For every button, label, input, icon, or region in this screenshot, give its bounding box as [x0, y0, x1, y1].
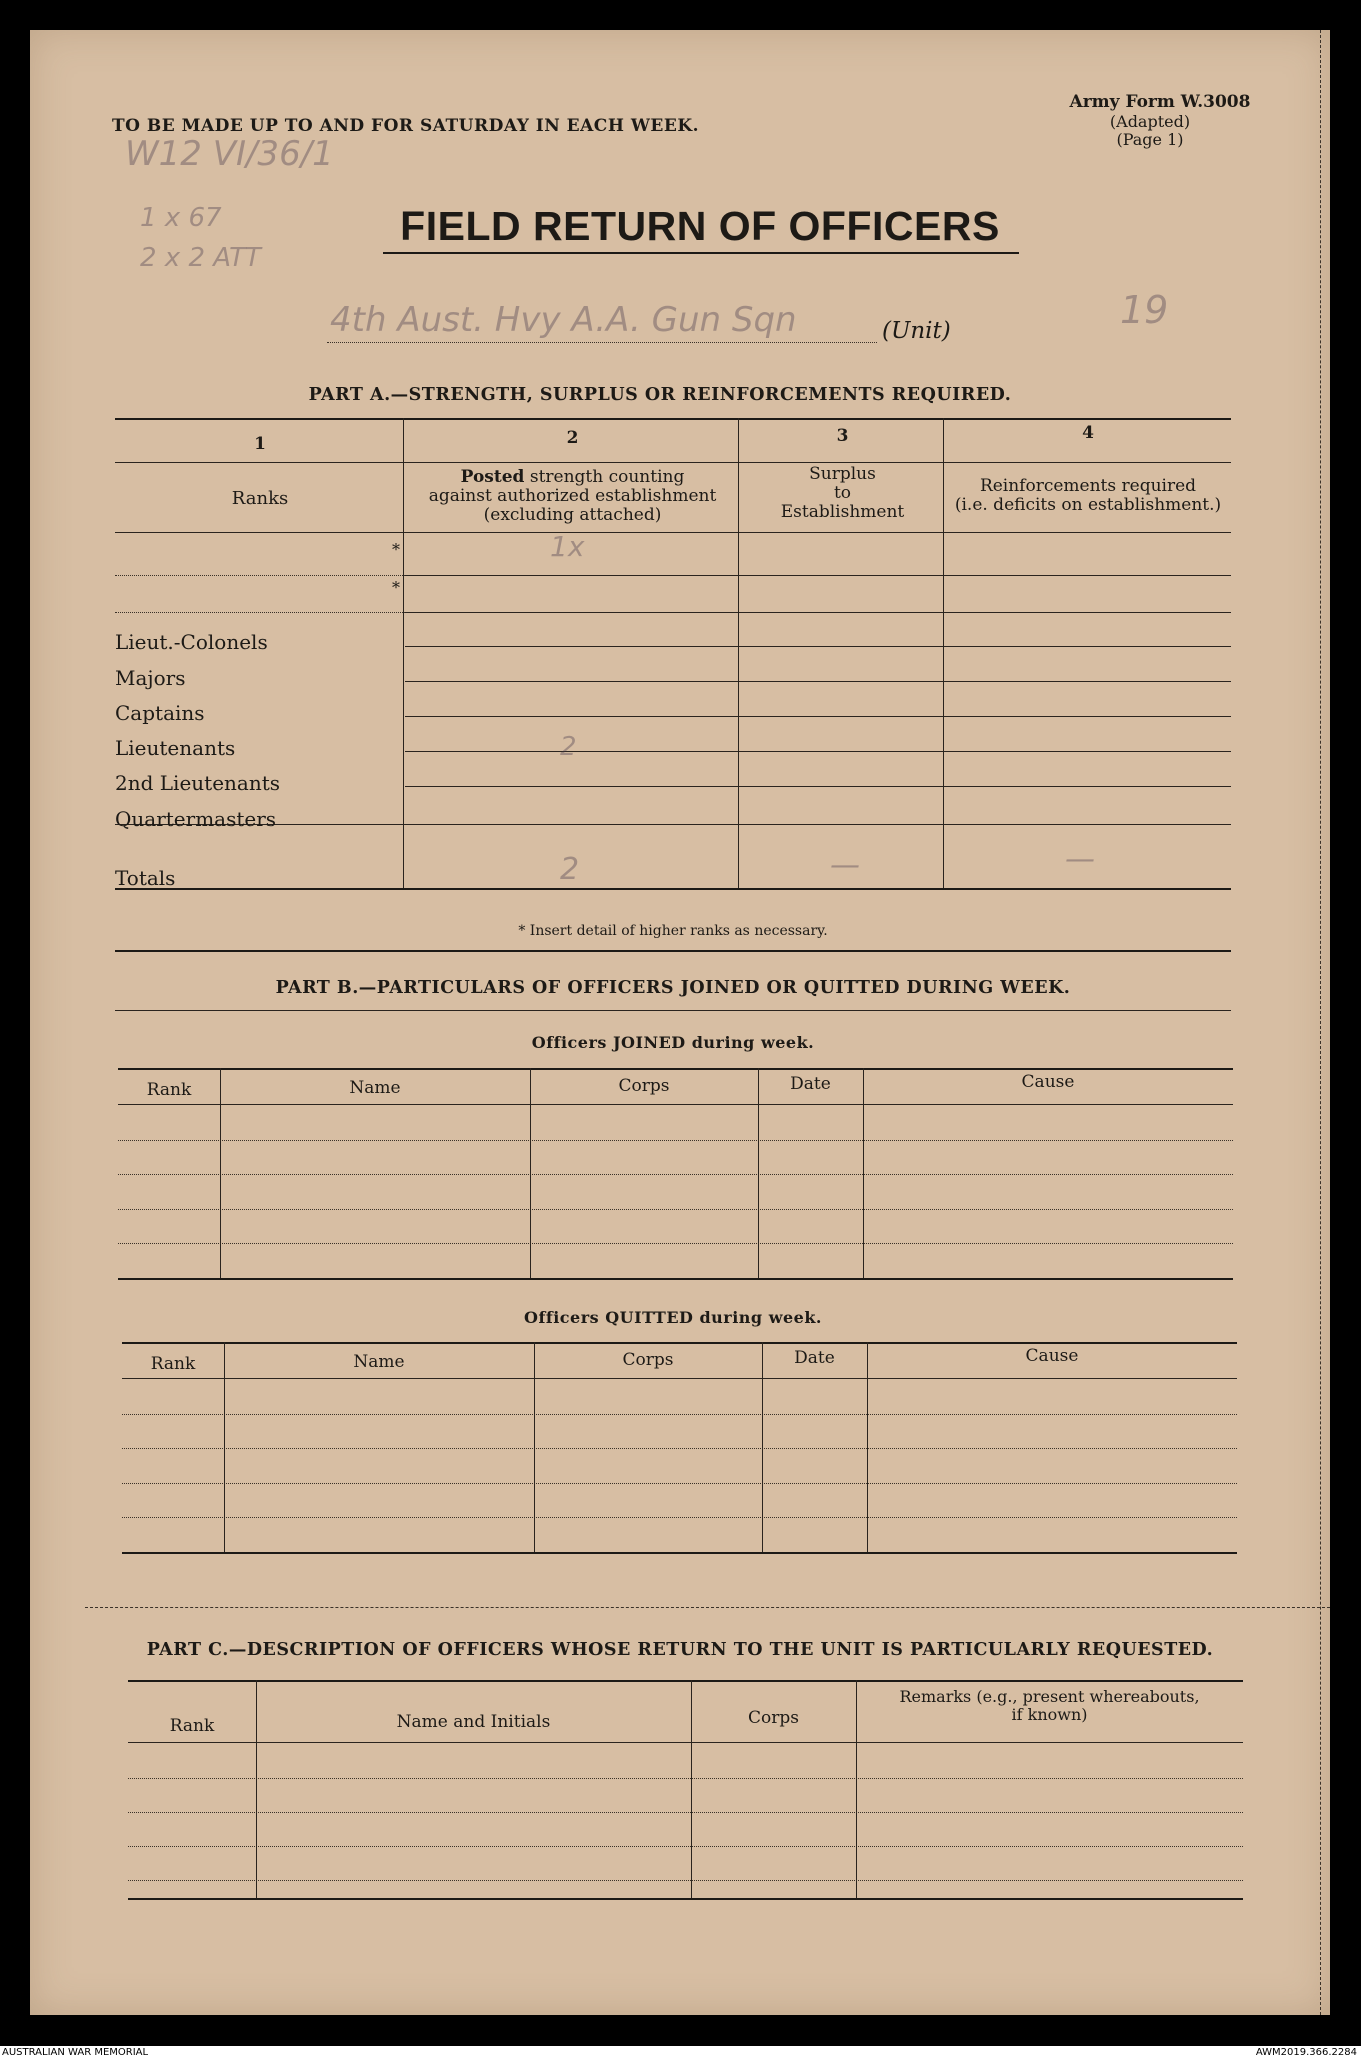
title-underline — [383, 252, 1019, 254]
col-number-2: 2 — [566, 428, 579, 448]
quitted-col-rank: Rank — [150, 1354, 196, 1374]
posted-line3: (excluding attached) — [483, 505, 662, 525]
col-divider — [856, 1680, 857, 1898]
joined-col-name: Name — [349, 1078, 401, 1098]
row-rule — [405, 612, 1231, 613]
perforation-line — [85, 1607, 1330, 1608]
row-rule — [118, 1174, 1233, 1175]
table-top-rule — [122, 1342, 1237, 1344]
row-rule — [122, 1483, 1237, 1484]
posted-rest: strength counting — [524, 467, 685, 487]
joined-col-corps: Corps — [618, 1076, 670, 1096]
rank-quartermasters — [115, 807, 415, 831]
header-rule — [115, 532, 1231, 533]
row-rule — [128, 1812, 1243, 1813]
part-a-top-rule — [115, 418, 1231, 420]
part-b-title: PART B.—PARTICULARS OF OFFICERS JOINED OR QUITTED DURING WEEK. — [275, 978, 1071, 998]
col-reinforcements-header — [945, 477, 1231, 515]
row-rule — [405, 716, 1231, 717]
quitted-title: Officers QUITTED during week. — [524, 1308, 822, 1327]
col-divider — [256, 1680, 257, 1898]
table-top-rule — [128, 1680, 1243, 1682]
quitted-col-name: Name — [353, 1352, 405, 1372]
reinf-line2: (i.e. deficits on establishment.) — [954, 495, 1222, 515]
unit-handwritten-value: 4th Aust. Hvy A.A. Gun Sqn — [330, 300, 797, 340]
rank-label: Lieut.-Colonels — [115, 630, 268, 654]
row-rule — [122, 1448, 1237, 1449]
row-rule — [115, 575, 405, 576]
row-rule — [115, 612, 405, 613]
row-rule — [128, 1846, 1243, 1847]
part-c-table — [128, 1680, 1243, 1898]
posted-total-value: 2 — [560, 852, 580, 887]
reinf-line1: Reinforcements required — [979, 476, 1197, 496]
rank-captains — [115, 701, 415, 725]
part-b-rule — [115, 1010, 1231, 1011]
row-rule — [405, 751, 1231, 752]
handwritten-reference: W12 VI/36/1 — [125, 134, 334, 174]
table-bottom-rule — [122, 1552, 1237, 1554]
posted-captains-value: 2 — [560, 732, 577, 762]
posted-star1-value: 1x — [550, 530, 585, 563]
part-a-title: PART A.—STRENGTH, SURPLUS OR REINFORCEMENTS REQUIRED. — [308, 385, 1012, 405]
totals-label: Totals — [115, 866, 176, 890]
part-c-title: PART C.—DESCRIPTION OF OFFICERS WHOSE RETURN TO THE UNIT IS PARTICULARLY REQUESTED. — [146, 1640, 1214, 1660]
rank-label: Lieutenants — [115, 736, 236, 760]
part-a-footnote: * Insert detail of higher ranks as necessary. — [518, 923, 828, 939]
joined-col-cause: Cause — [1021, 1072, 1075, 1092]
col-posted-header — [405, 468, 740, 525]
part-a-vline-3 — [943, 418, 944, 888]
posted-bold: Posted — [460, 467, 525, 487]
footer-left-text: AUSTRALIAN WAR MEMORIAL — [2, 2047, 149, 2058]
handwritten-note: 1 x 67 2 x 2 ATT — [140, 203, 261, 273]
quitted-col-corps: Corps — [622, 1350, 674, 1370]
col-divider — [530, 1068, 531, 1278]
col-surplus-header — [740, 465, 945, 522]
joined-col-date: Date — [790, 1074, 831, 1094]
page-title: FIELD RETURN OF OFFICERS — [400, 203, 1000, 249]
col-divider — [863, 1068, 864, 1278]
part-a-bottom-rule — [115, 888, 1231, 890]
partc-col-remarks — [856, 1688, 1243, 1724]
table-bottom-rule — [128, 1898, 1243, 1900]
surplus-line2: to — [833, 483, 852, 503]
rank-2nd-lieutenants — [115, 771, 415, 795]
col-divider — [220, 1068, 221, 1278]
col-number-3: 3 — [836, 426, 849, 446]
rank-label: 2nd Lieutenants — [115, 771, 281, 795]
row-rule — [122, 1378, 1237, 1379]
row-rule — [128, 1880, 1243, 1881]
right-perforation — [1320, 30, 1321, 2015]
star-marker-1: * — [392, 540, 400, 559]
form-number: Army Form W.3008 — [1069, 92, 1251, 112]
footer-right-text: AWM2019.366.2284 — [1255, 2047, 1357, 2058]
rank-majors — [115, 666, 415, 690]
col-ranks-header: Ranks — [231, 488, 289, 509]
unit-label: (Unit) — [882, 318, 951, 344]
row-rule — [122, 1414, 1237, 1415]
star-marker-2: * — [392, 578, 400, 597]
handwritten-number: 19 — [1120, 288, 1169, 332]
form-page: (Page 1) — [1116, 130, 1184, 149]
row-rule — [405, 575, 1231, 576]
surplus-line3: Establishment — [780, 502, 905, 522]
col-number-4: 4 — [1082, 423, 1094, 443]
col-divider — [691, 1680, 692, 1898]
col-divider — [758, 1068, 759, 1278]
row-rule — [405, 786, 1231, 787]
form-sheet — [30, 30, 1330, 2015]
row-rule — [118, 1209, 1233, 1210]
col-number-1: 1 — [254, 434, 266, 454]
rank-label: Majors — [115, 666, 186, 690]
partc-col-rank: Rank — [169, 1716, 215, 1736]
col-divider — [867, 1342, 868, 1552]
col-divider — [762, 1342, 763, 1552]
rank-lieut-colonels — [115, 630, 415, 654]
row-rule — [128, 1742, 1243, 1743]
rank-lieutenants — [115, 736, 415, 760]
quitted-col-date: Date — [794, 1348, 835, 1368]
rank-label: Quartermasters — [115, 807, 277, 831]
col-divider — [534, 1342, 535, 1552]
footnote-rule — [115, 950, 1231, 952]
partc-col-corps: Corps — [748, 1708, 799, 1728]
row-rule — [405, 646, 1231, 647]
remarks-line1: Remarks (e.g., present whereabouts, — [899, 1687, 1200, 1706]
footer-bar — [0, 2046, 1361, 2061]
col-number-rule — [115, 462, 1231, 463]
table-top-rule — [118, 1068, 1233, 1070]
row-rule — [128, 1778, 1243, 1779]
posted-line2: against authorized establishment — [428, 486, 717, 506]
instruction-text: TO BE MADE UP TO AND FOR SATURDAY IN EACH WEEK. — [112, 116, 700, 136]
quitted-table — [122, 1342, 1237, 1552]
row-rule — [122, 1517, 1237, 1518]
col-divider — [224, 1342, 225, 1552]
surplus-total-value: — — [830, 848, 860, 883]
row-rule — [118, 1243, 1233, 1244]
table-bottom-rule — [118, 1278, 1233, 1280]
row-rule — [118, 1104, 1233, 1105]
partc-col-name: Name and Initials — [396, 1712, 551, 1732]
remarks-line2: if known) — [1011, 1705, 1088, 1724]
part-a-vline-2 — [738, 418, 739, 888]
form-adapted: (Adapted) — [1109, 112, 1191, 131]
unit-line — [327, 342, 877, 343]
joined-title: Officers JOINED during week. — [531, 1033, 815, 1052]
row-rule — [118, 1140, 1233, 1141]
reinf-total-value: — — [1065, 842, 1095, 877]
rank-label: Captains — [115, 701, 205, 725]
quitted-col-cause: Cause — [1025, 1346, 1079, 1366]
row-rule — [405, 681, 1231, 682]
surplus-line1: Surplus — [809, 464, 876, 484]
joined-col-rank: Rank — [146, 1080, 192, 1100]
joined-table — [118, 1068, 1233, 1278]
